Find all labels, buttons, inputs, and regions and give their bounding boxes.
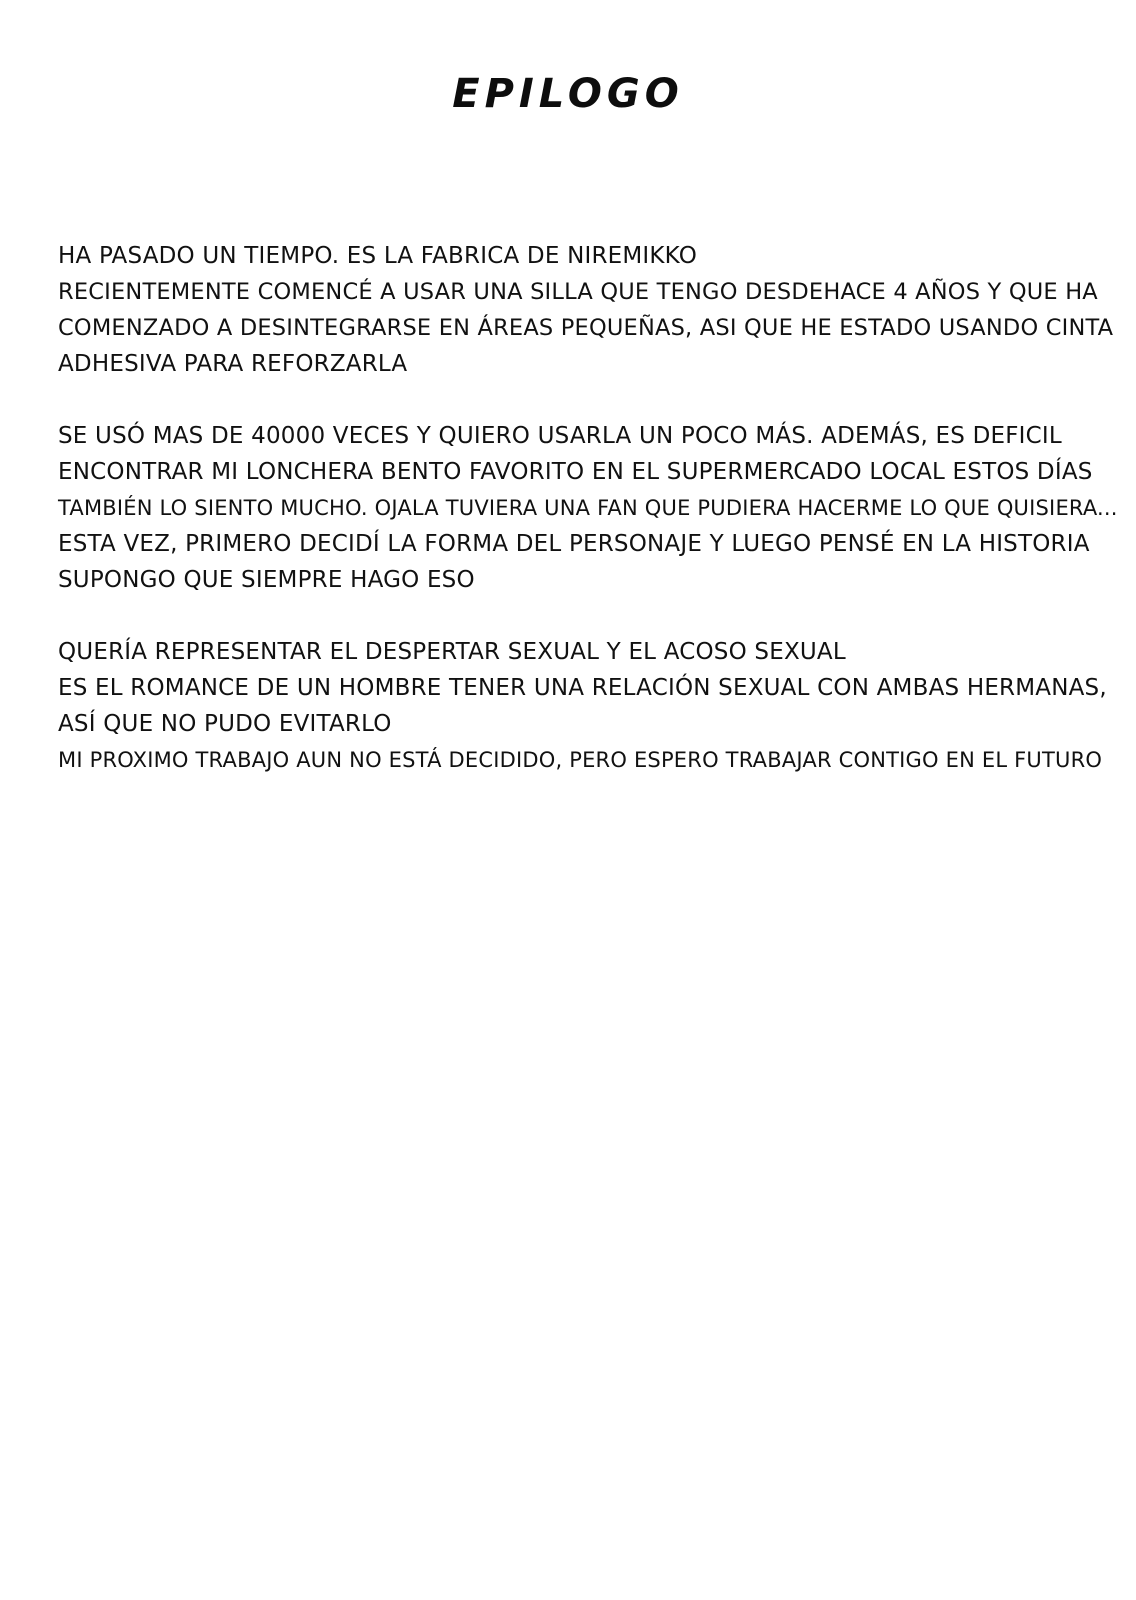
text-line: ES EL ROMANCE DE UN HOMBRE TENER UNA RELACIÓN SEXUAL CON AMBAS HERMANAS, <box>58 675 1107 701</box>
text-line: QUERÍA REPRESENTAR EL DESPERTAR SEXUAL Y EL ACOSO SEXUAL <box>58 639 846 665</box>
text-line: ESTA VEZ, PRIMERO DECIDÍ LA FORMA DEL PERSONAJE Y LUEGO PENSÉ EN LA HISTORIA <box>58 531 1090 557</box>
text-line: COMENZADO A DESINTEGRARSE EN ÁREAS PEQUEÑAS, ASI QUE HE ESTADO USANDO CINTA <box>58 315 1114 341</box>
text-line: MI PROXIMO TRABAJO AUN NO ESTÁ DECIDIDO, PERO ESPERO TRABAJAR CONTIGO EN EL FUTURO <box>58 748 1103 772</box>
text-line: TAMBIÉN LO SIENTO MUCHO. OJALA TUVIERA UNA FAN QUE PUDIERA HACERME LO QUE QUISIERA... <box>58 496 1118 520</box>
body-text <box>58 238 1118 814</box>
paragraph-2 <box>58 418 1118 598</box>
text-line: HA PASADO UN TIEMPO. ES LA FABRICA DE NIREMIKKO <box>58 243 698 269</box>
text-line: SE USÓ MAS DE 40000 VECES Y QUIERO USARLA UN POCO MÁS. ADEMÁS, ES DEFICIL <box>58 423 1062 449</box>
page-title: EPILOGO <box>452 71 684 117</box>
text-line: ENCONTRAR MI LONCHERA BENTO FAVORITO EN EL SUPERMERCADO LOCAL ESTOS DÍAS <box>58 459 1093 485</box>
paragraph-1 <box>58 238 1118 382</box>
text-line: RECIENTEMENTE COMENCÉ A USAR UNA SILLA QUE TENGO DESDEHACE 4 AÑOS Y QUE HA <box>58 279 1098 305</box>
text-line: ASÍ QUE NO PUDO EVITARLO <box>58 711 392 737</box>
paragraph-3 <box>58 634 1118 778</box>
text-line: SUPONGO QUE SIEMPRE HAGO ESO <box>58 567 475 593</box>
text-line: ADHESIVA PARA REFORZARLA <box>58 351 408 377</box>
